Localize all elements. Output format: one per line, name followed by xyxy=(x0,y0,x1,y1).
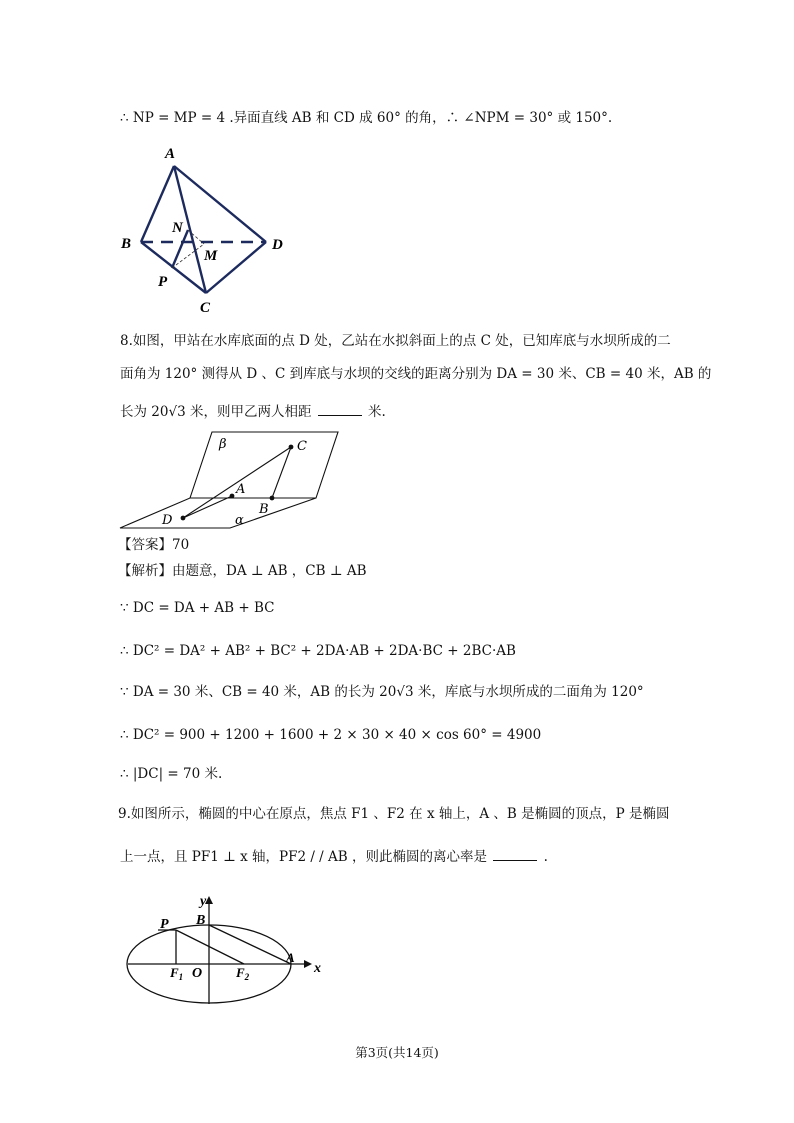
answer-blank-q8[interactable] xyxy=(318,401,362,416)
label-beta: β xyxy=(219,437,227,452)
q8-line3 xyxy=(120,401,386,422)
x-axis-arrow xyxy=(304,960,312,968)
q9-line2 xyxy=(120,846,548,867)
label-c: C xyxy=(200,300,211,316)
label-d: D xyxy=(272,237,283,253)
segment-da xyxy=(183,496,232,518)
label-b2: B xyxy=(259,502,269,517)
segment-pf2 xyxy=(176,930,244,964)
point-c xyxy=(289,445,294,450)
q8-line3-end: 米. xyxy=(368,404,386,420)
q8-step3: ∵ DA = 30 米、CB = 40 米，AB 的长为 20√3 米，库底与水坝所成的二面角为 120° xyxy=(120,684,644,700)
label-f1: $F_1$ xyxy=(170,965,184,982)
label-a: A xyxy=(165,146,176,162)
segment-ab xyxy=(209,925,291,964)
label-f2: $F_2$ xyxy=(236,965,250,982)
q8-analysis: 【解析】由题意，DA ⊥ AB ，CB ⊥ AB xyxy=(118,563,367,579)
np-mp-text: ∴ NP = MP = 4 .异面直线 AB 和 CD 成 60° 的角，∴ ∠NPM = 30° 或 150°. xyxy=(120,110,613,126)
label-x: x xyxy=(314,961,321,976)
q8-answer: 【答案】70 xyxy=(118,537,190,553)
label-p: P xyxy=(158,274,168,290)
label-m: M xyxy=(204,248,218,264)
point-a xyxy=(230,494,235,499)
q8-line1: 8.如图，甲站在水库底面的点 D 处，乙站在水拟斜面上的点 C 处，已知库底与水坝所成的二 xyxy=(120,333,671,349)
label-n: N xyxy=(172,220,183,236)
label-a2: A xyxy=(236,482,246,497)
q8-line3-text: 长为 20√3 米，则甲乙两人相距 xyxy=(120,404,312,420)
q9-line1: 9.如图所示，椭圆的中心在原点，焦点 F1 、F2 在 x 轴上，A 、B 是椭圆的顶点，P 是椭圆 xyxy=(118,806,670,822)
label-b: B xyxy=(121,236,132,252)
label-p3: P xyxy=(160,917,169,932)
q9-line2-end: . xyxy=(543,849,548,865)
label-c2: C xyxy=(297,439,307,454)
answer-blank-q9[interactable] xyxy=(493,846,537,861)
point-d xyxy=(181,516,186,521)
q9-line2-text: 上一点，且 PF1 ⊥ x 轴，PF2 / / AB ，则此椭圆的离心率是 xyxy=(120,849,487,865)
q8-step2: ∴ DC² = DA² + AB² + BC² + 2DA·AB + 2DA·BC + 2BC·AB xyxy=(120,643,516,659)
label-d2: D xyxy=(162,513,173,528)
q8-line2: 面角为 120° 测得从 D 、C 到库底与水坝的交线的距离分别为 DA = 30 米、CB = 40 米，AB 的 xyxy=(120,366,712,382)
label-a3: A xyxy=(286,950,295,965)
page-footer: 第3页(共14页) xyxy=(355,1045,439,1060)
label-o: O xyxy=(192,966,203,981)
label-alpha: α xyxy=(235,513,244,528)
q8-step1: ∵ DC = DA + AB + BC xyxy=(120,600,275,616)
label-b3: B xyxy=(196,913,206,928)
label-y: y xyxy=(200,894,207,909)
segment-cb xyxy=(272,447,291,498)
q8-step5: ∴ |DC| = 70 米. xyxy=(120,766,223,782)
point-b xyxy=(270,496,275,501)
edge-ab xyxy=(141,166,174,242)
q8-step4: ∴ DC² = 900 + 1200 + 1600 + 2 × 30 × 40 × cos 60° = 4900 xyxy=(120,727,542,743)
